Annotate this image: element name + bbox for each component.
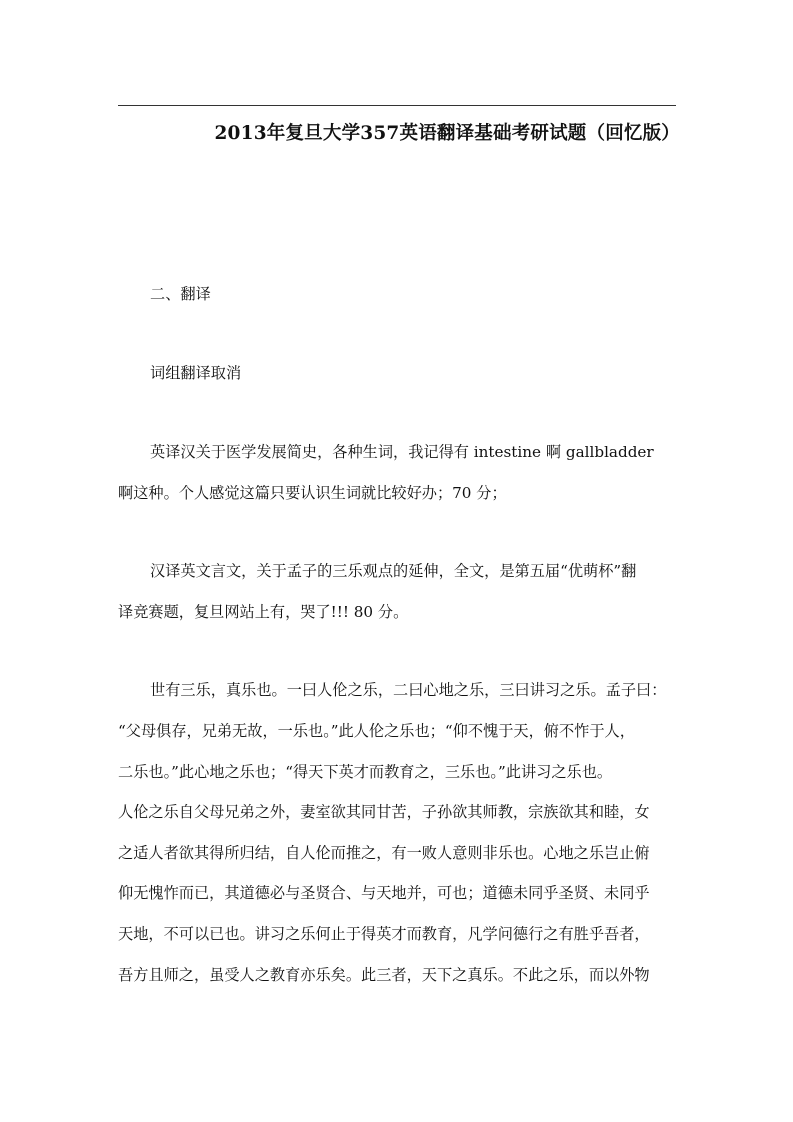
note-text: 词组翻译取消 [150, 364, 242, 382]
paragraph-line: 译竞赛题，复旦网站上有，哭了!!! 80 分。 [118, 603, 409, 621]
header-rule [118, 105, 676, 106]
paragraph-line: 吾方且师之，虽受人之教育亦乐矣。此三者，天下之真乐。不此之乐，而以外物 [118, 966, 650, 984]
paragraph-line: 天地，不可以已也。讲习之乐何止于得英才而教育，凡学问德行之有胜乎吾者， [118, 925, 650, 943]
paragraph-line: 汉译英文言文，关于孟子的三乐观点的延伸，全文，是第五届“优萌杯”翻 [150, 562, 637, 580]
section-heading: 二、翻译 [150, 285, 211, 303]
paragraph-line: 啊这种。个人感觉这篇只要认识生词就比较好办；70 分； [118, 484, 507, 502]
paragraph-line: 之适人者欲其得所归结，自人伦而推之，有一败人意则非乐也。心地之乐岂止俯 [118, 844, 650, 862]
paragraph-line: “父母俱存，兄弟无故，一乐也。”此人伦之乐也；“仰不愧于天，俯不怍于人， [118, 722, 635, 740]
paragraph-line: 仰无愧怍而已，其道德必与圣贤合、与天地并，可也；道德未同乎圣贤、未同乎 [118, 884, 650, 902]
paragraph-line: 人伦之乐自父母兄弟之外，妻室欲其同甘苦，子孙欲其师教，宗族欲其和睦，女 [118, 803, 650, 821]
paragraph-line: 二乐也。”此心地之乐也；“得天下英才而教育之，三乐也。”此讲习之乐也。 [118, 763, 613, 781]
document-title: 2013年复旦大学357英语翻译基础考研试题（回忆版） [214, 123, 680, 144]
paragraph-line: 世有三乐，真乐也。一曰人伦之乐，二曰心地之乐，三曰讲习之乐。孟子曰： [150, 681, 667, 699]
paragraph-line: 英译汉关于医学发展简史，各种生词，我记得有 intestine 啊 gallbladder [150, 443, 654, 461]
